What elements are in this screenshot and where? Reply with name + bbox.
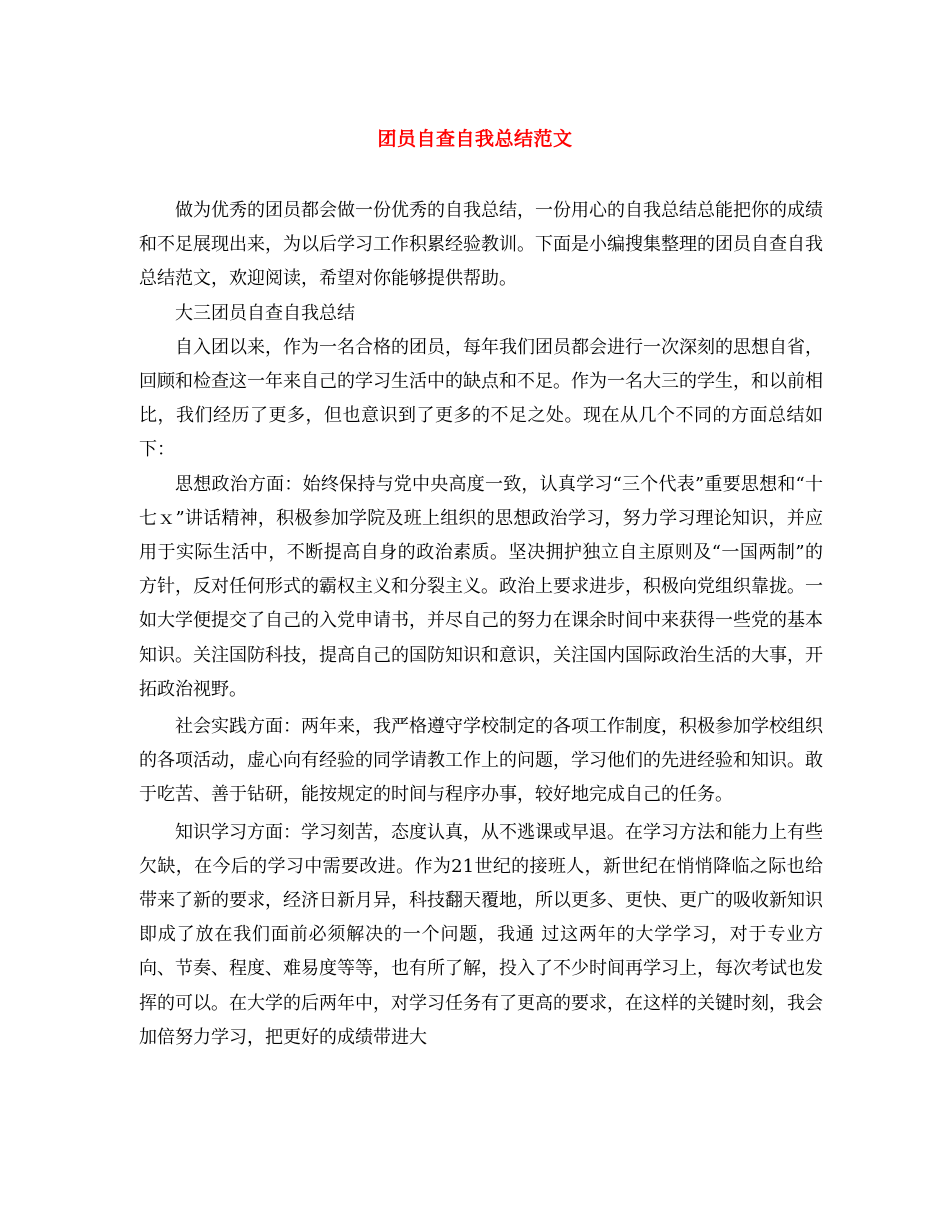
paragraph-self-review: 自入团以来，作为一名合格的团员，每年我们团员都会进行一次深刻的思想自省，回顾和检查这一年来自己的学习生活中的缺点和不足。作为一名大三的学生，和以前相比，我们经历了更多，但也意识到了更多的不足之处。现在从几个不同的方面总结如下： [139,336,823,461]
paragraph-subheading: 大三团员自查自我总结 [175,302,355,324]
document-title: 团员自查自我总结范文 [377,128,573,150]
paragraph-political: 思想政治方面：始终保持与党中央高度一致，认真学习“三个代表”重要思想和“十七ｘ”讲话精神，积极参加学院及班上组织的思想政治学习，努力学习理论知识，并应用于实际生活中，不断提高自身的政治素质。坚决拥护独立自主原则及“一国两制”的方针，反对任何形式的霸权主义和分裂主义。政治上要求进步，积极向党组织靠拢。一如大学便提交了自己的入党申请书，并尽自己的努力在课余时间中来获得一些党的基本知识。关注国防科技，提高自己的国防知识和意识，关注国内国际政治生活的大事，开拓政治视野。 [139,473,823,700]
paragraph-study: 知识学习方面：学习刻苦，态度认真，从不逃课或早退。在学习方法和能力上有些欠缺，在今后的学习中需要改进。作为21世纪的接班人，新世纪在悄悄降临之际也给带来了新的要求，经济日新月异，科技翻天覆地，所以更多、更快、更广的吸收新知识即成了放在我们面前必须解决的一个问题，我通 过这两年的大学学习，对于专业方向、节奏、程度、难易度等等，也有所了解，投入了不少时间再学习上，每次考试也发挥的可以。在大学的后两年中，对学习任务有了更高的要求，在这样的关键时刻，我会加倍努力学习，把更好的成绩带进大 [139,821,823,1048]
document-body [139,194,823,1055]
paragraph-social-practice: 社会实践方面：两年来，我严格遵守学校制定的各项工作制度，积极参加学校组织的各项活动，虚心向有经验的同学请教工作上的问题，学习他们的先进经验和知识。敢于吃苦、善于钻研，能按规定的时间与程序办事，较好地完成自己的任务。 [139,716,823,806]
paragraph-intro: 做为优秀的团员都会做一份优秀的自我总结，一份用心的自我总结总能把你的成绩和不足展现出来，为以后学习工作积累经验教训。下面是小编搜集整理的团员自查自我总结范文，欢迎阅读，希望对你能够提供帮助。 [139,200,823,290]
